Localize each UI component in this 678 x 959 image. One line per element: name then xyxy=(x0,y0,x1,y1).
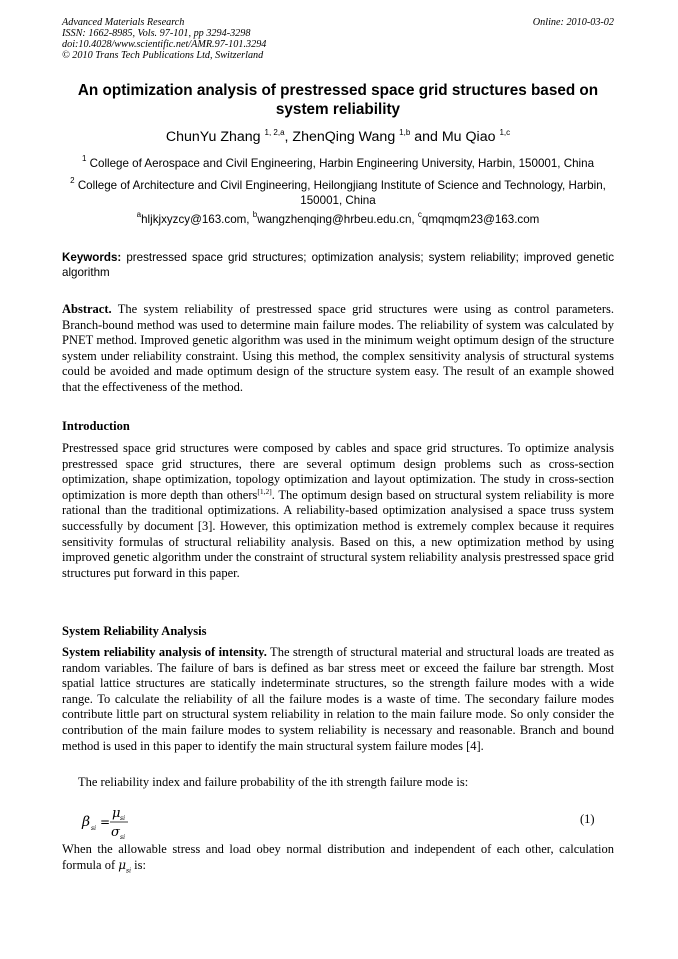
keywords-text: prestressed space grid structures; optimization analysis; system reliability; improved genetic algorithm xyxy=(62,251,614,279)
beta-symbol: β xyxy=(82,814,91,830)
abstract xyxy=(62,302,614,396)
author-name: ChunYu Zhang xyxy=(165,129,261,145)
abstract-text: The system reliability of prestressed space grid structures were using as control parameters. Branch-bound method was used to determine main failure modes. The reliability of system was calculated by PNET method. Improved genetic algorithm was used in the minimum weight optimum design of the structure system under reliability constraint. Using this method, the complex sensitivity analysis of structural systems could be avoided and made optimum design of the structure system easy. The result of an example showed that the effectiveness of the method. xyxy=(62,302,614,394)
sigma-symbol: σ xyxy=(111,825,120,840)
system-reliability-paragraph xyxy=(62,645,614,754)
intro-text: . The optimum design based on structural system reliability is more rational than the traditional optimizations. A reliability-based optimization analysised a space truss system successfully by document [3]. However, this optimization method is extremely complex because it requires sensitivity formulas of structural reliability analysis. Based on this, a new optimization method by using improved genetic algorithm under the constraint of structural system reliability analysis prestressed space grid structures put forward in this paper. xyxy=(62,487,615,580)
affiliation-text: College of Aerospace and Civil Engineering, Harbin Engineering University, Harbin, 150001, China xyxy=(89,157,595,170)
author-sup: 1, 2,a xyxy=(264,128,285,137)
keywords-label: Keywords: xyxy=(62,251,122,264)
author-list xyxy=(62,128,614,146)
equation-number: (1) xyxy=(580,812,595,826)
equals-sign: = xyxy=(100,815,111,829)
affiliation-sup: 1 xyxy=(81,154,87,163)
section-heading-system-reliability: System Reliability Analysis xyxy=(62,624,207,638)
section-heading-introduction: Introduction xyxy=(62,419,130,433)
citation-ref: [1,2] xyxy=(257,486,272,496)
subscript-si: si xyxy=(91,825,96,832)
calc-text: When the allowable stress and load obey normal distribution and independent of each other, calculation formula of xyxy=(62,842,614,872)
email-sup: c xyxy=(417,210,422,219)
subscript-si: si xyxy=(120,834,125,841)
author-sup: 1,c xyxy=(499,128,511,137)
email-list xyxy=(62,212,614,227)
author-name: Mu Qiao xyxy=(441,129,496,145)
online-date: Online: 2010-03-02 xyxy=(532,17,614,28)
affiliation-sup: 2 xyxy=(70,176,75,185)
subscript-si: si xyxy=(120,815,125,822)
equation-1 xyxy=(80,803,160,843)
email-link[interactable]: hljkjxyzcy@163.com, xyxy=(141,213,253,226)
journal-name: Advanced Materials Research xyxy=(62,17,185,28)
issn-line: ISSN: 1662-8985, Vols. 97-101, pp 3294-3298 xyxy=(62,28,251,39)
introduction-paragraph xyxy=(62,441,614,581)
keywords xyxy=(62,250,614,280)
abstract-label: Abstract. xyxy=(62,302,112,316)
author-sup: 1,b xyxy=(399,128,411,137)
email-sup: b xyxy=(252,210,258,219)
affiliation-2 xyxy=(62,178,614,208)
paper-title: An optimization analysis of prestressed space grid structures based on system reliability xyxy=(77,82,599,118)
intro-text: Prestressed space grid structures were composed by cables and space grid structures. To optimize analysis prestressed space grid structures, there are several optimum design problems such as cross-section optimization, shape optimization, topology optimization and layout optimization. The study in cross-section optimization is more depth than others xyxy=(62,441,614,502)
affiliation-1 xyxy=(62,156,614,171)
reliability-index-line: The reliability index and failure probability of the ith strength failure mode is: xyxy=(78,775,469,789)
calculation-line xyxy=(62,842,614,879)
mu-symbol: μ xyxy=(112,806,121,821)
author-separator: and xyxy=(410,129,442,145)
subsection-label: System reliability analysis of intensity. xyxy=(62,645,267,659)
email-sup: a xyxy=(136,210,142,219)
mu-si-symbol: $\mu_{si}$ xyxy=(118,857,132,874)
system-reliability-text: The strength of structural material and structural loads are treated as random variables. The failure of bars is defined as bar stress meet or exceed the failure bar strength. Most spatial lattice structures are statically indeterminate structures, so the strength failure modes with a wide range. To calculate the reliability of all the failure modes is a waste of time. The secondary failure modes contribute little part on structural system reliability in relation to the main failure mode. So only consider the contribution of the main failure modes to system reliability is necessary and reasonable. Branch and bound method is used in this paper to identify the main structural system failure modes [4]. xyxy=(62,645,614,753)
email-link[interactable]: wangzhenqing@hrbeu.edu.cn, xyxy=(257,213,418,226)
author-name: ZhenQing Wang xyxy=(292,129,396,145)
copyright-line: © 2010 Trans Tech Publications Ltd, Switzerland xyxy=(62,50,264,61)
calc-text: is: xyxy=(131,857,146,872)
email-link[interactable]: qmqmqm23@163.com xyxy=(421,213,540,226)
author-separator: , xyxy=(284,129,293,145)
doi-line: doi:10.4028/www.scientific.net/AMR.97-101.3294 xyxy=(62,39,267,50)
affiliation-text: College of Architecture and Civil Engineering, Heilongjiang Institute of Science and Technology, Harbin, 150001, China xyxy=(77,179,606,207)
